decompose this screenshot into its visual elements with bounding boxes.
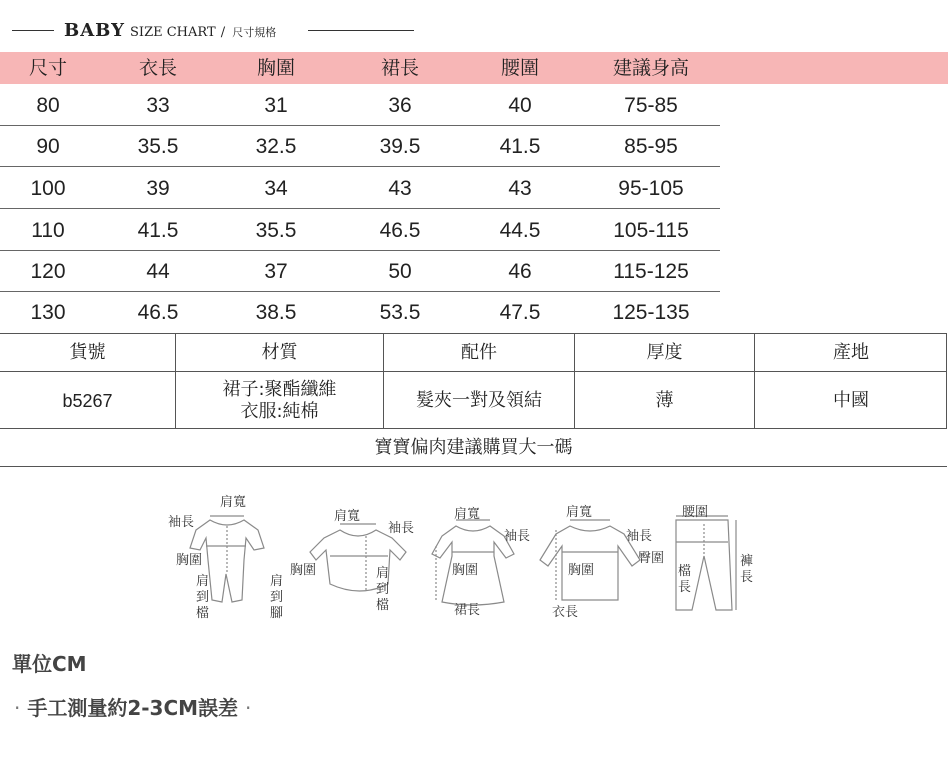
error-note-text: 手工測量約2-3CM誤差 [27, 696, 239, 720]
skirt-cell: 53.5 [379, 301, 421, 324]
char: 肩 [270, 574, 284, 589]
size-table-header [0, 52, 948, 84]
label-chest: 胸圍 [452, 563, 479, 578]
label-hip: 臀圍 [638, 551, 665, 566]
char: 肩 [196, 574, 210, 589]
chest-cell: 32.5 [255, 135, 297, 158]
chest-cell: 31 [264, 94, 288, 117]
size-advice-text: 寶寶偏肉建議購買大一碼 [374, 437, 573, 458]
waist-cell: 41.5 [499, 135, 541, 158]
label-sleeve: 袖長 [504, 529, 531, 544]
label-shoulder: 肩寬 [566, 505, 593, 520]
char: 到 [270, 590, 284, 605]
item-no-header: 貨號 [69, 342, 106, 363]
top-sketch [540, 520, 640, 602]
item-no-text: b5267 [62, 390, 113, 411]
bullet-dot: · [245, 696, 252, 720]
chest-cell: 35.5 [255, 219, 297, 242]
table-row [0, 251, 948, 292]
label-sleeve: 袖長 [388, 521, 415, 536]
header-rule-left [12, 30, 54, 31]
char: 長 [740, 570, 754, 585]
accessory-header: 配件 [461, 342, 497, 363]
char: 腳 [270, 606, 284, 621]
char: 肩 [376, 566, 390, 581]
char: 長 [678, 580, 692, 595]
error-note [14, 692, 251, 721]
label-top-length: 衣長 [552, 605, 579, 620]
height-cell: 95-105 [618, 177, 684, 200]
header-title [64, 18, 276, 46]
length-cell: 33 [146, 94, 170, 117]
label-shoulder: 肩寬 [454, 507, 481, 522]
length-cell: 41.5 [137, 219, 179, 242]
col-chest: 胸圍 [256, 57, 295, 79]
label-sleeve: 袖長 [626, 529, 653, 544]
material-line-1: 裙子:聚酯纖維 [222, 378, 337, 400]
unit-note: 單位CM [12, 652, 87, 676]
origin-header: 產地 [833, 342, 869, 363]
col-size: 尺寸 [28, 57, 67, 79]
size-chart-text: SIZE CHART [130, 25, 216, 40]
measurement-guide [160, 490, 760, 630]
origin-text: 中國 [833, 389, 869, 411]
size-cell: 130 [30, 301, 66, 324]
label-chest: 胸圍 [290, 563, 317, 578]
header-separator: / [220, 25, 226, 40]
cn-title: 尺寸規格 [232, 26, 277, 39]
col-length: 衣長 [138, 57, 177, 79]
height-cell: 75-85 [624, 94, 678, 117]
skirt-cell: 39.5 [379, 135, 421, 158]
length-cell: 46.5 [137, 301, 179, 324]
label-shoulder-to-foot [270, 574, 284, 622]
label-chest: 胸圍 [568, 563, 595, 578]
size-cell: 110 [31, 219, 65, 242]
col-skirt: 裙長 [380, 57, 419, 79]
size-cell: 80 [36, 94, 60, 117]
size-cell: 90 [36, 135, 60, 158]
char: 檔 [376, 598, 390, 613]
table-row [0, 168, 948, 209]
table-row [0, 210, 948, 251]
table-row [0, 85, 948, 126]
height-cell: 85-95 [624, 135, 678, 158]
label-shoulder: 肩寬 [220, 495, 247, 510]
height-cell: 105-115 [613, 219, 689, 242]
label-shoulder: 肩寬 [334, 509, 361, 524]
thickness-value [575, 372, 754, 429]
material-header: 材質 [261, 342, 298, 363]
chest-cell: 34 [264, 177, 288, 200]
skirt-cell: 46.5 [379, 219, 421, 242]
char: 到 [376, 582, 390, 597]
length-cell: 39 [146, 177, 170, 200]
origin-value [755, 372, 947, 429]
waist-cell: 46 [508, 260, 532, 283]
size-advice-row [0, 429, 947, 467]
label-skirt-length: 裙長 [454, 603, 481, 618]
accessory-text: 髮夾一對及領結 [416, 389, 542, 411]
label-sleeve: 袖長 [168, 515, 195, 530]
skirt-cell: 50 [388, 260, 412, 283]
char: 檔 [678, 564, 692, 579]
label-chest: 胸圍 [176, 553, 203, 568]
thickness-header: 厚度 [646, 342, 683, 363]
label-shoulder-to-crotch [196, 574, 210, 622]
height-cell: 125-135 [612, 301, 690, 324]
material-line-2: 衣服:純棉 [240, 400, 319, 422]
char: 到 [196, 590, 210, 605]
row-divider [0, 166, 720, 167]
height-cell: 115-125 [613, 260, 689, 283]
accessory-value [384, 372, 574, 429]
chest-cell: 37 [264, 260, 288, 283]
waist-cell: 44.5 [499, 219, 541, 242]
waist-cell: 43 [508, 177, 532, 200]
label-crotch [678, 564, 692, 596]
char: 褲 [740, 554, 754, 569]
item-no-value [0, 372, 175, 429]
product-info-table [0, 333, 947, 429]
header-rule-right [308, 30, 414, 31]
chart-header [12, 18, 422, 44]
waist-cell: 47.5 [499, 301, 541, 324]
label-shoulder-to-crotch [376, 566, 390, 614]
label-pants-length [740, 554, 754, 586]
label-waist: 腰圍 [682, 505, 709, 520]
size-cell: 100 [30, 177, 66, 200]
thickness-text: 薄 [655, 389, 674, 411]
length-cell: 35.5 [137, 135, 179, 158]
table-row [0, 126, 948, 167]
size-cell: 120 [30, 260, 66, 283]
skirt-cell: 43 [388, 177, 412, 200]
char: 檔 [196, 606, 210, 621]
brand-text: BABY [64, 20, 125, 41]
length-cell: 44 [146, 260, 170, 283]
col-height: 建議身高 [612, 57, 689, 79]
material-value [176, 372, 383, 429]
table-row [0, 292, 948, 333]
row-divider [0, 208, 720, 209]
bullet-dot: · [14, 696, 21, 720]
skirt-cell: 36 [388, 94, 412, 117]
col-waist: 腰圍 [500, 57, 539, 79]
chest-cell: 38.5 [255, 301, 297, 324]
waist-cell: 40 [508, 94, 532, 117]
